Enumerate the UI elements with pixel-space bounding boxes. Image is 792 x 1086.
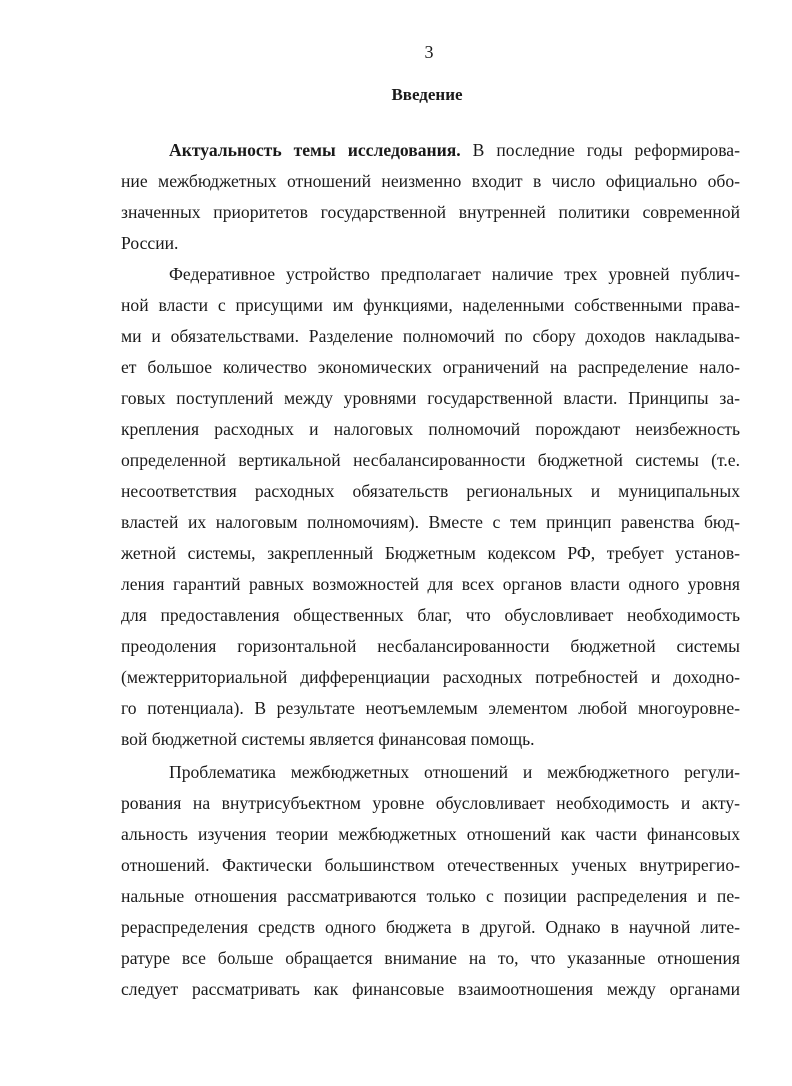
paragraph-line: ет большое количество экономических ограничений на распределение нало- <box>121 357 740 377</box>
paragraph-line: Проблематика межбюджетных отношений и межбюджетного регули- <box>169 762 740 782</box>
paragraph-line: отношений. Фактически большинством отечественных ученых внутрирегио- <box>121 855 740 875</box>
paragraph-line: определенной вертикальной несбалансированности бюджетной системы (т.е. <box>121 450 740 470</box>
paragraph-line: (межтерриториальной дифференциации расходных потребностей и доходно- <box>121 667 740 687</box>
paragraph-line: ной власти с присущими им функциями, наделенными собственными права- <box>121 295 740 315</box>
paragraph-line: говых поступлений между уровнями государственной власти. Принципы за- <box>121 388 740 408</box>
line-text: В последние годы реформирова- <box>472 140 740 160</box>
paragraph-line: го потенциала). В результате неотъемлемым элементом любой многоуровне- <box>121 698 740 718</box>
section-heading: Введение <box>391 85 463 104</box>
paragraph-line: альность изучения теории межбюджетных отношений как части финансовых <box>121 824 740 844</box>
paragraph-line: нальные отношения рассматриваются только с позиции распределения и пе- <box>121 886 740 906</box>
bold-lead-in: Актуальность темы исследования. <box>169 140 461 160</box>
paragraph-line: рераспределения средств одного бюджета в другой. Однако в научной лите- <box>121 917 740 937</box>
paragraph-line: жетной системы, закрепленный Бюджетным кодексом РФ, требует установ- <box>121 543 740 563</box>
paragraph-line: ления гарантий равных возможностей для всех органов власти одного уровня <box>121 574 740 594</box>
paragraph-line: следует рассматривать как финансовые взаимоотношения между органами <box>121 979 740 999</box>
paragraph-line: ние межбюджетных отношений неизменно входит в число официально обо- <box>121 171 740 191</box>
paragraph-line: преодоления горизонтальной несбалансированности бюджетной системы <box>121 636 740 656</box>
paragraph-line: России. <box>121 233 179 253</box>
paragraph-line: рования на внутрисубъектном уровне обусловливает необходимость и акту- <box>121 793 740 813</box>
page-number: 3 <box>424 42 434 62</box>
paragraph-line: крепления расходных и налоговых полномочий порождают неизбежность <box>121 419 740 439</box>
paragraph-line: несоответствия расходных обязательств региональных и муниципальных <box>121 481 740 501</box>
paragraph-line: ратуре все больше обращается внимание на то, что указанные отношения <box>121 948 740 968</box>
paragraph-line: ми и обязательствами. Разделение полномочий по сбору доходов накладыва- <box>121 326 740 346</box>
paragraph-line: значенных приоритетов государственной внутренней политики современной <box>121 202 740 222</box>
paragraph-line: вой бюджетной системы является финансовая помощь. <box>121 729 535 749</box>
paragraph-line: Федеративное устройство предполагает наличие трех уровней публич- <box>169 264 740 284</box>
paragraph-line: властей их налоговым полномочиям). Вместе с тем принцип равенства бюд- <box>121 512 740 532</box>
paragraph-line: для предоставления общественных благ, что обусловливает необходимость <box>121 605 740 625</box>
paragraph-line <box>169 135 740 165</box>
